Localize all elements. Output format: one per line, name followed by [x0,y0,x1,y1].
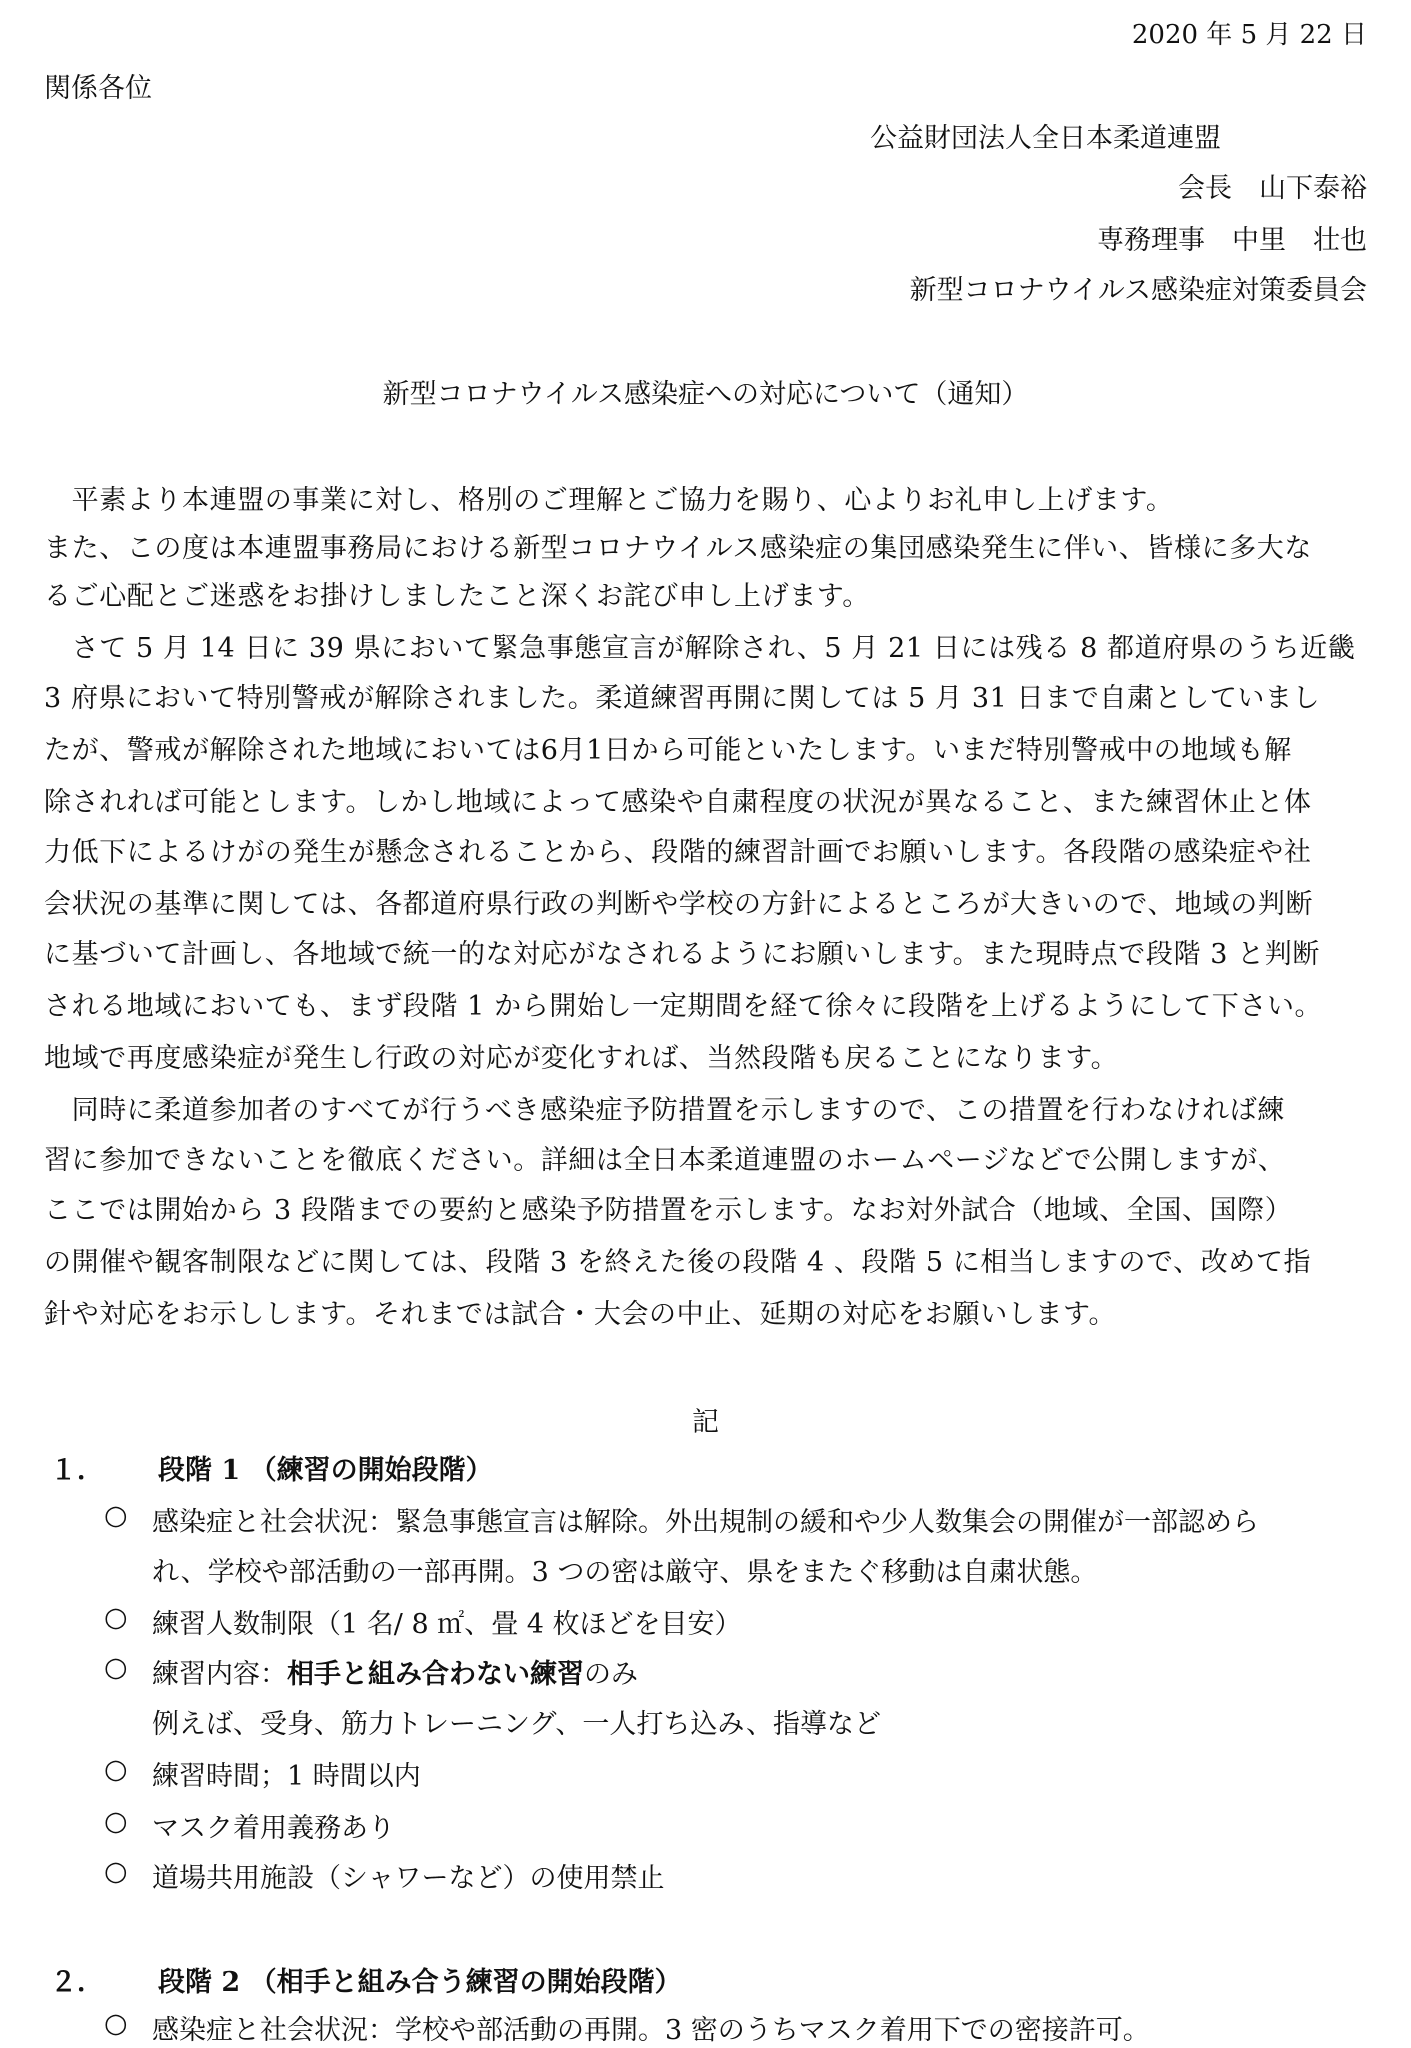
body-line: ここでは開始から 3 段階までの要約と感染予防措置を示します。なお対外試合（地域、全国、国際） [44,1195,1293,1226]
section-1-item-3-cont: 例えば、受身、筋力トレーニング、一人打ち込み、指導など [152,1709,881,1740]
section-1-item-2: 練習人数制限（1 名/ 8 ㎡、畳 4 枚ほどを目安） [152,1609,742,1640]
section-1-item-6: 道場共用施設（シャワーなど）の使用禁止 [152,1863,665,1894]
item-3-prefix: 練習内容： [152,1659,287,1690]
body-line: 同時に柔道参加者のすべてが行うべき感染症予防措置を示しますので、この措置を行わなければ練 [44,1095,1285,1126]
section-2-item-1: 感染症と社会状況：学校や部活動の再開。3 密のうちマスク着用下での密接許可。 [152,2015,1150,2046]
bullet-icon: ○ [104,1652,128,1683]
document-date: 2020 年 5 月 22 日 [1131,20,1367,50]
section-1-item-4: 練習時間；1 時間以内 [152,1761,421,1792]
body-line: 平素より本連盟の事業に対し、格別のご理解とご協力を賜り、心よりお礼申し上げます。 [44,485,1174,516]
bullet-icon: ○ [104,1856,128,1887]
section-1-item-1: 感染症と社会状況：緊急事態宣言は解除。外出規制の緩和や少人数集会の開催が一部認めら [152,1507,1259,1538]
sender-director: 専務理事 中里 壮也 [1097,225,1367,256]
section-1-item-3 [152,1652,638,1691]
body-line: される地域においても、まず段階 1 から開始し一定期間を経て徐々に段階を上げるようにして下さい。 [44,991,1323,1022]
section-1-item-1-cont: れ、学校や部活動の一部再開。3 つの密は厳守、県をまたぐ移動は自粛状態。 [152,1557,1098,1588]
section-1-number: １． [50,1455,104,1486]
body-line: 地域で再度感染症が発生し行政の対応が変化すれば、当然段階も戻ることになります。 [44,1043,1119,1074]
section-1-item-5: マスク着用義務あり [152,1813,395,1844]
body-line: 会状況の基準に関しては、各都道府県行政の判断や学校の方針によるところが大きいので、地域の判断 [44,889,1314,920]
section-1-title: 段階 1 （練習の開始段階） [158,1455,493,1486]
document-title: 新型コロナウイルス感染症への対応について（通知） [382,379,1029,410]
bullet-icon: ○ [104,2008,128,2039]
body-line: 除されれば可能とします。しかし地域によって感染や自粛程度の状況が異なること、また練習休止と体 [44,787,1312,818]
body-line: の開催や観客制限などに関しては、段階 3 を終えた後の段階 4 、段階 5 に相当しますので、改めて指 [44,1247,1312,1278]
body-line: 3 府県において特別警戒が解除されました。柔道練習再開に関しては 5 月 31 日まで自粛としていまし [44,683,1321,714]
bullet-icon: ○ [104,1754,128,1785]
body-line: 力低下によるけがの発生が懸念されることから、段階的練習計画でお願いします。各段階の感染症や社 [44,837,1312,868]
body-line: また、この度は本連盟事務局における新型コロナウイルス感染症の集団感染発生に伴い、皆様に多大な [44,533,1312,564]
body-line: たが、警戒が解除された地域においては6月1日から可能といたします。いまだ特別警戒中の地域も解 [44,735,1292,766]
recipient: 関係各位 [44,73,152,104]
body-line: 習に参加できないことを徹底ください。詳細は全日本柔道連盟のホームページなどで公開しますが、 [44,1145,1286,1176]
bullet-icon: ○ [104,1806,128,1837]
body-line: 針や対応をお示しします。それまでは試合・大会の中止、延期の対応をお願いします。 [44,1299,1117,1330]
section-2-title: 段階 2 （相手と組み合う練習の開始段階） [158,1967,682,1998]
body-line: に基づいて計画し、各地域で統一的な対応がなされるようにお願いします。また現時点で段階 3 と判断 [44,939,1320,970]
sender-president: 会長 山下泰裕 [1178,173,1367,204]
section-2-number: ２． [50,1967,104,1998]
ki-heading: 記 [692,1407,719,1438]
sender-organization: 公益財団法人全日本柔道連盟 [870,123,1221,154]
bullet-icon: ○ [104,1602,128,1633]
body-line: さて 5 月 14 日に 39 県において緊急事態宣言が解除され、5 月 21 日には残る 8 都道府県のうち近畿 [44,633,1356,664]
item-3-emphasis: 相手と組み合わない練習 [287,1659,584,1690]
bullet-icon: ○ [104,1500,128,1531]
item-3-suffix: のみ [584,1659,638,1690]
sender-committee: 新型コロナウイルス感染症対策委員会 [909,275,1367,306]
body-line: るご心配とご迷惑をお掛けしましたこと深くお詫び申し上げます。 [44,581,870,612]
